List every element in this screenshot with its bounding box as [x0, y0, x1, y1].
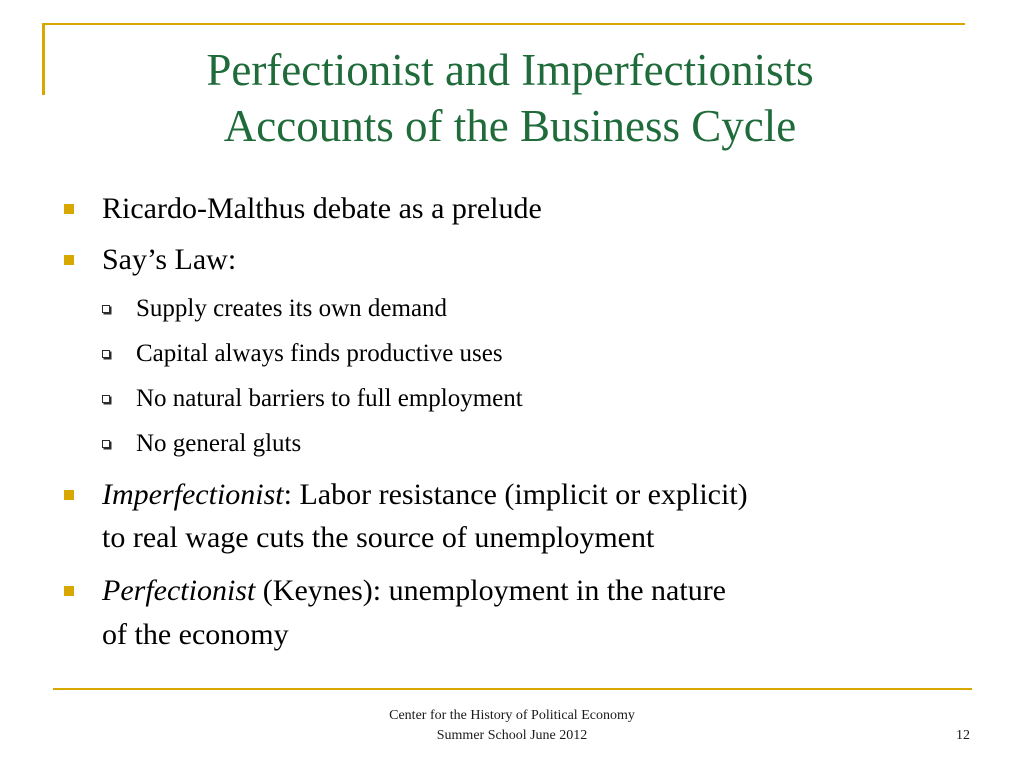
- square-bullet-icon: [64, 255, 74, 265]
- bullet-text-rest: (Keynes): unemployment in the nature: [255, 574, 726, 607]
- slide-frame-top-rule: [42, 23, 965, 25]
- page-number: 12: [956, 728, 970, 743]
- hollow-square-bullet-icon: [102, 305, 110, 313]
- square-bullet-icon: [64, 586, 74, 596]
- bullet-text-line-2: to real wage cuts the source of unemployment: [102, 521, 655, 554]
- bullet-text-rest: : Labor resistance (implicit or explicit): [283, 478, 748, 511]
- bullet-text: Ricardo-Malthus debate as a prelude: [102, 192, 542, 225]
- bullet-italic-term: Perfectionist: [102, 574, 256, 607]
- hollow-square-bullet-icon: [102, 440, 110, 448]
- sub-bullet-text: No natural barriers to full employment: [136, 385, 523, 412]
- sub-bullet-text: Supply creates its own demand: [136, 295, 448, 322]
- bullet-text: [102, 474, 748, 516]
- bullet-text-line-2: of the economy: [102, 618, 289, 651]
- sub-bullet-text: No general gluts: [136, 430, 302, 457]
- bullet-text: [102, 570, 726, 612]
- bullet-text: Say’s Law:: [102, 243, 237, 276]
- footer-event: Summer School June 2012: [436, 728, 588, 743]
- footer: [330, 706, 694, 746]
- slide-title: [60, 42, 960, 154]
- bullet-italic-term: Imperfectionist: [102, 478, 284, 511]
- footer-organization: Center for the History of Political Economy: [389, 708, 635, 723]
- footer-divider: [53, 688, 972, 690]
- sub-bullet-text: Capital always finds productive uses: [136, 340, 503, 367]
- slide-frame-left-rule: [42, 23, 45, 95]
- hollow-square-bullet-icon: [102, 395, 110, 403]
- slide-title-line-2: Accounts of the Business Cycle: [223, 101, 797, 151]
- hollow-square-bullet-icon: [102, 350, 110, 358]
- square-bullet-icon: [64, 490, 74, 500]
- slide-title-line-1: Perfectionist and Imperfectionists: [206, 45, 814, 95]
- square-bullet-icon: [64, 204, 74, 214]
